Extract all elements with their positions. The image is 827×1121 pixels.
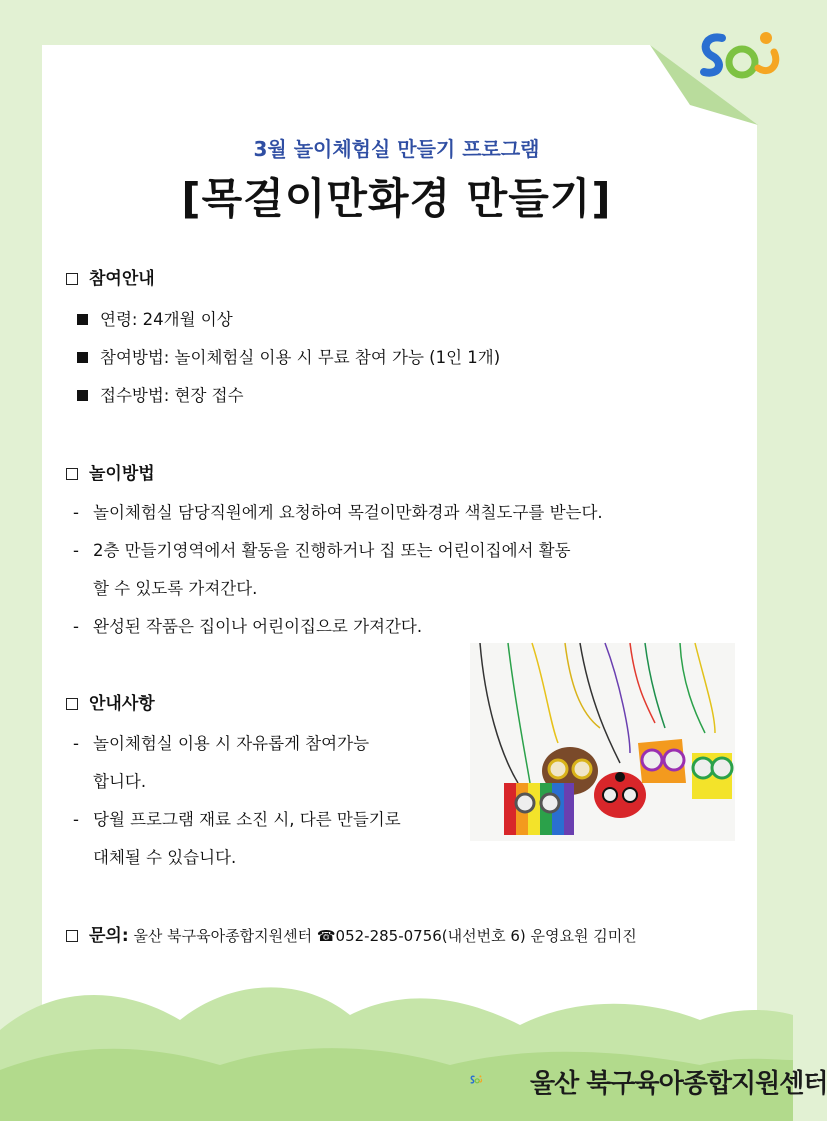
footer-org-name: 울산 북구육아종합지원센터 <box>530 1069 827 1099</box>
section-heading: 놀이방법 <box>89 464 155 484</box>
contact-label: 문의: <box>89 926 129 946</box>
section-heading: 안내사항 <box>89 694 155 714</box>
filled-square-icon <box>77 352 88 363</box>
list-item: 접수방법: 현장 접수 <box>77 382 244 406</box>
list-item: 참여방법: 놀이체험실 이용 시 무료 참여 가능 (1인 1개) <box>77 344 500 368</box>
page-title: [목걸이만화경 만들기] <box>181 174 612 223</box>
section-heading: 참여안내 <box>89 269 155 289</box>
list-item-continuation: 합니다. <box>93 772 147 791</box>
square-outline-icon <box>66 468 78 480</box>
square-outline-icon <box>66 273 78 285</box>
section-notice <box>66 689 155 714</box>
list-item: 연령: 24개월 이상 <box>77 306 233 330</box>
kaleidoscope-necklace-photo <box>470 643 735 841</box>
center-logo-icon <box>694 24 784 86</box>
square-outline-icon <box>66 698 78 710</box>
section-play-method <box>66 459 155 484</box>
list-item: - 당월 프로그램 재료 소진 시, 다른 만들기로 <box>73 810 401 829</box>
contact-info <box>66 921 637 946</box>
footer-logo-icon <box>470 1050 530 1110</box>
list-item: - 놀이체험실 담당직원에게 요청하여 목걸이만화경과 색칠도구를 받는다. <box>73 503 603 522</box>
list-item: - 놀이체험실 이용 시 자유롭게 참여가능 <box>73 734 370 753</box>
filled-square-icon <box>77 314 88 325</box>
program-subtitle: 3월 놀이체험실 만들기 프로그램 <box>253 137 540 161</box>
list-item: - 2층 만들기영역에서 활동을 진행하거나 집 또는 어린이집에서 활동 <box>73 541 571 560</box>
filled-square-icon <box>77 390 88 401</box>
list-item-continuation: 할 수 있도록 가져간다. <box>93 579 258 598</box>
square-outline-icon <box>66 930 78 942</box>
contact-text: 울산 북구육아종합지원센터 ☎052-285-0756(내선번호 6) 운영요원 김미진 <box>133 927 637 945</box>
list-item: - 완성된 작품은 집이나 어린이집으로 가져간다. <box>73 617 423 636</box>
section-participation <box>66 264 155 289</box>
list-item-continuation: 대체될 수 있습니다. <box>93 848 237 867</box>
